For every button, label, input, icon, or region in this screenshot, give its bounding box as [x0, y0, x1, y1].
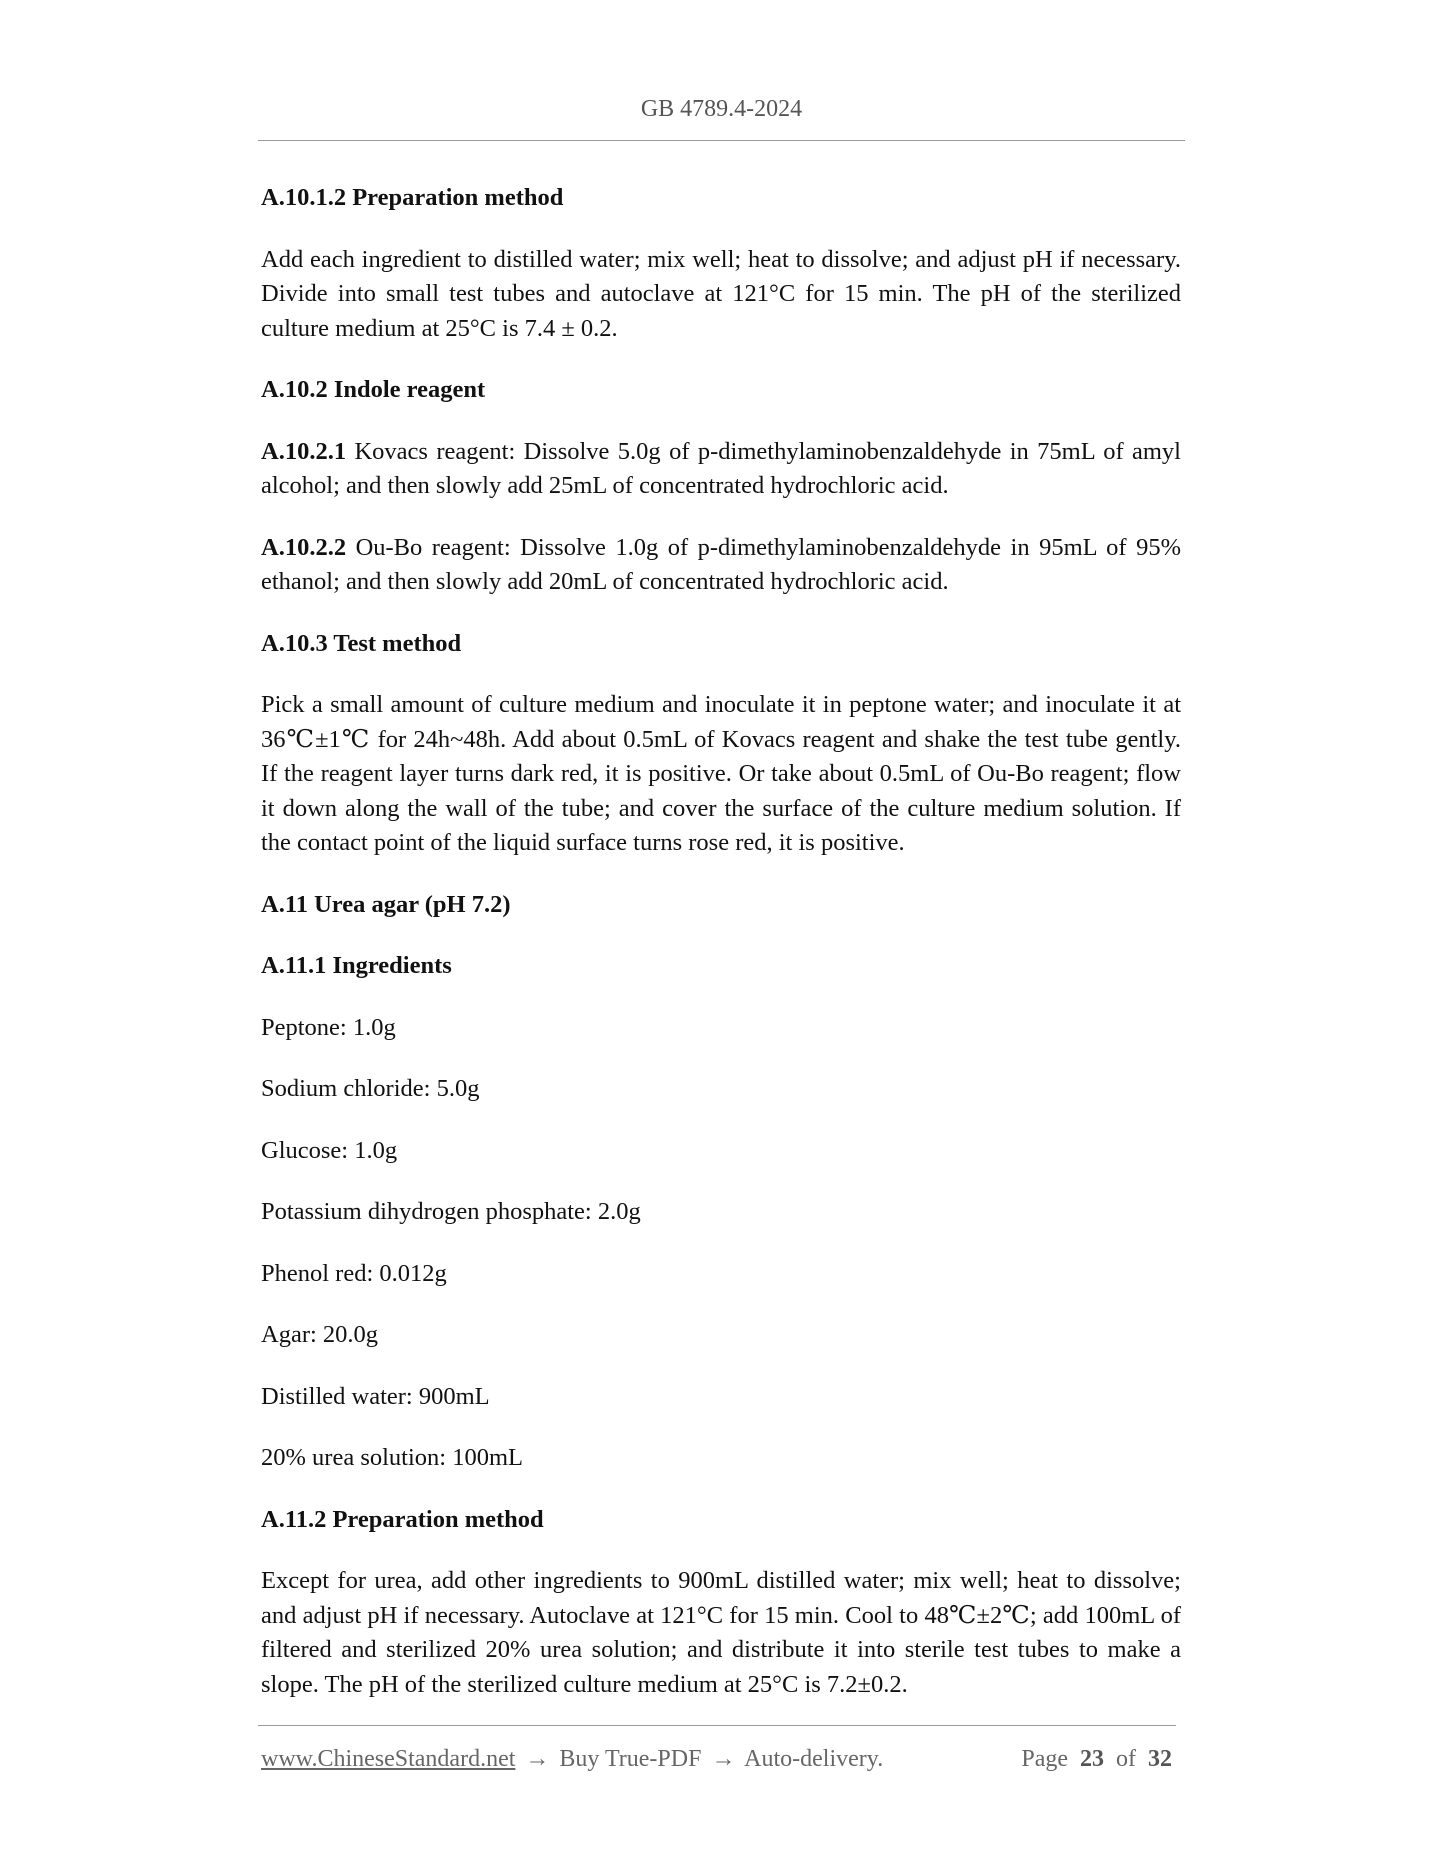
arrow-right-icon: → [525, 1746, 550, 1772]
paragraph-ou-bo-reagent [261, 531, 1181, 600]
ingredient-item: Sodium chloride: 5.0g [261, 1075, 480, 1102]
website-link[interactable]: www.ChineseStandard.net [261, 1746, 516, 1772]
ingredient-item: Glucose: 1.0g [261, 1136, 398, 1164]
ingredient-item: Potassium dihydrogen phosphate: 2.0g [261, 1198, 641, 1225]
auto-delivery-text: Auto-delivery. [744, 1746, 884, 1772]
paragraph-preparation-a10: Add each ingredient to distilled water; mix well; heat to dissolve; and adjust pH if necessary. Divide into small test tubes and autoclave at 121°C for 15 min. The pH of the sterilized culture medium at 25°C is 7.4 ± 0.2. [261, 245, 1181, 342]
ingredient-item: Peptone: 1.0g [261, 1013, 396, 1041]
footer-promo [261, 1742, 883, 1776]
paragraph-kovacs-reagent [261, 435, 1181, 504]
page-number [1021, 1742, 1172, 1776]
arrow-right-icon: → [711, 1746, 736, 1772]
clause-number: A.10.2.1 [261, 437, 347, 465]
clause-text: Kovacs reagent: Dissolve 5.0g of p-dimethylaminobenzaldehyde in 75mL of amyl alcohol; and then slowly add 25mL of concentrated hydrochloric acid. [261, 437, 1181, 499]
section-heading-a10-1-2: A.10.1.2 Preparation method [261, 184, 564, 211]
clause-text: Ou-Bo reagent: Dissolve 1.0g of p-dimethylaminobenzaldehyde in 95mL of 95% ethanol; and then slowly add 20mL of concentrated hydrochloric acid. [261, 533, 1181, 595]
section-heading-a10-3: A.10.3 Test method [261, 629, 462, 657]
section-heading-a11: A.11 Urea agar (pH 7.2) [261, 890, 511, 918]
section-heading-a11-2: A.11.2 Preparation method [261, 1505, 544, 1533]
section-heading-a11-1: A.11.1 Ingredients [261, 952, 452, 979]
page-header [258, 92, 1185, 126]
standard-number: GB 4789.4-2024 [640, 96, 803, 122]
page-label: Page [1021, 1746, 1068, 1772]
document-body [261, 181, 1181, 1729]
ingredient-item: 20% urea solution: 100mL [261, 1444, 523, 1471]
header-divider [258, 140, 1185, 141]
buy-pdf-text: Buy True-PDF [559, 1746, 702, 1772]
section-heading-a10-2: A.10.2 Indole reagent [261, 376, 486, 403]
total-pages: 32 [1148, 1746, 1172, 1772]
ingredient-item: Distilled water: 900mL [261, 1382, 490, 1410]
paragraph-preparation-a11: Except for urea, add other ingredients to 900mL distilled water; mix well; heat to dissolve; and adjust pH if necessary. Autoclave at 121°C for 15 min. Cool to 48℃±2℃; add 100mL of filtered and sterilized 20% urea solution; and distribute it into sterile test tubes to make a slope. The pH of the sterilized culture medium at 25°C is 7.2±0.2. [261, 1567, 1181, 1698]
footer-divider [258, 1725, 1176, 1726]
ingredient-item: Phenol red: 0.012g [261, 1259, 447, 1287]
paragraph-test-method: Pick a small amount of culture medium and inoculate it in peptone water; and inoculate it at 36℃±1℃ for 24h~48h. Add about 0.5mL of Kovacs reagent and shake the test tube gently. If the reagent layer turns dark red, it is positive. Or take about 0.5mL of Ou-Bo reagent; flow it down along the wall of the tube; and cover the surface of the culture medium solution. If the contact point of the liquid surface turns rose red, it is positive. [261, 691, 1181, 856]
ingredient-item: Agar: 20.0g [261, 1321, 379, 1348]
current-page: 23 [1080, 1746, 1104, 1772]
of-label: of [1116, 1746, 1136, 1772]
clause-number: A.10.2.2 [261, 533, 347, 561]
